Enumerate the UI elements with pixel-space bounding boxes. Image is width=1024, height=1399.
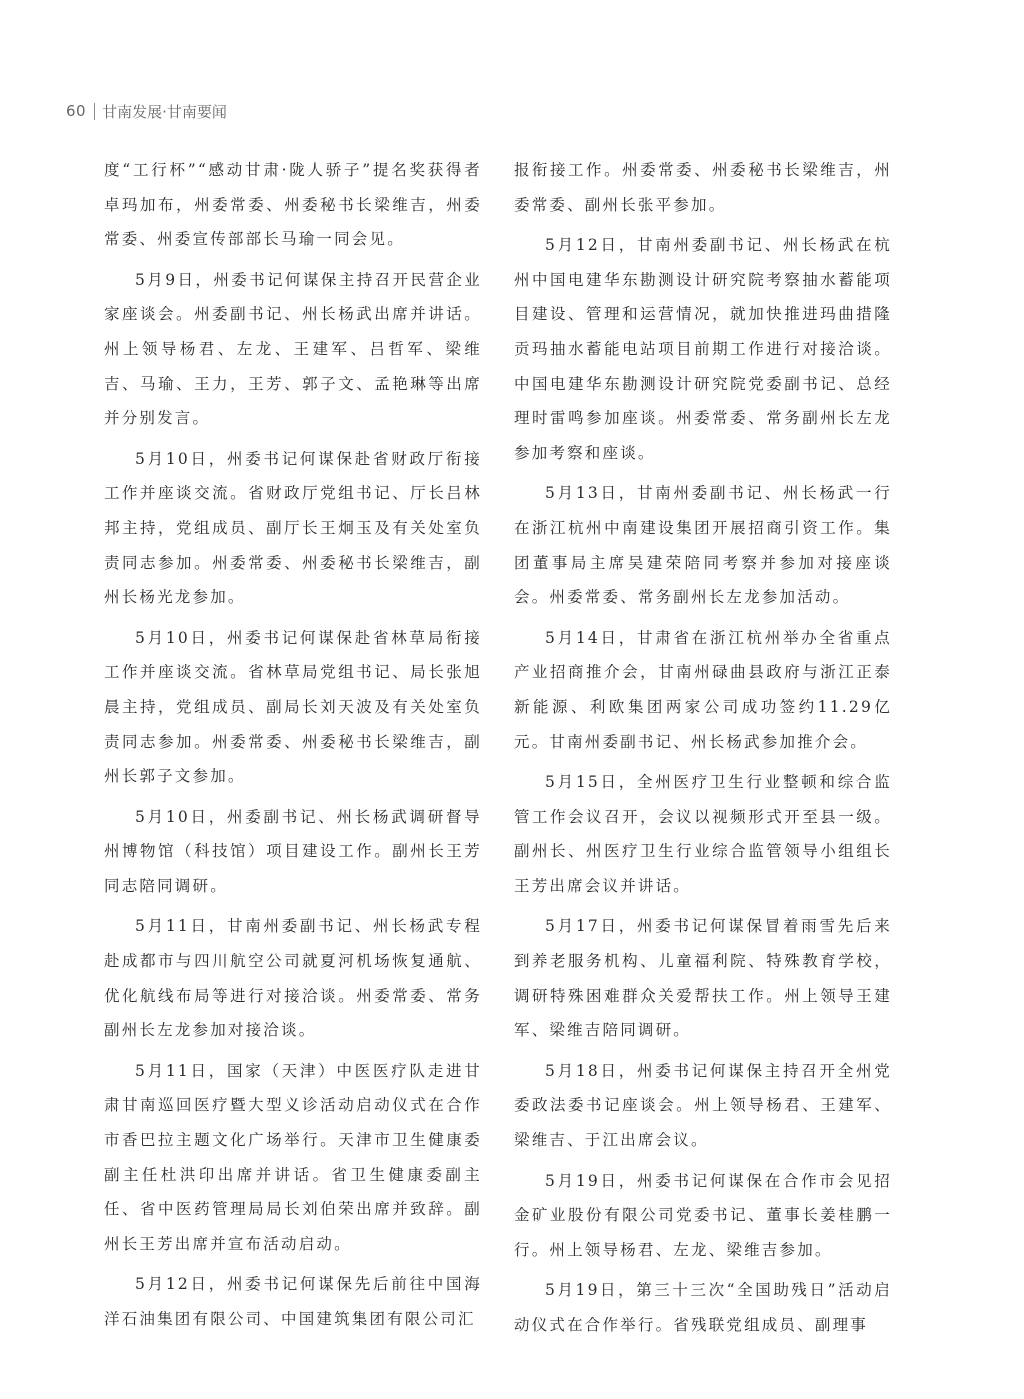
right-column — [514, 153, 892, 1349]
paragraph: 5月10日，州委副书记、州长杨武调研督导州博物馆（科技馆）项目建设工作。副州长王芳同志陪同调研。 — [104, 807, 482, 895]
paragraph: 5月17日，州委书记何谋保冒着雨雪先后来到养老服务机构、儿童福利院、特殊教育学校，调研特殊困难群众关爱帮扶工作。州上领导王建军、梁维吉陪同调研。 — [514, 917, 892, 1040]
paragraph: 5月11日，国家（天津）中医医疗队走进甘肃甘南巡回医疗暨大型义诊活动启动仪式在合作市香巴拉主题文化广场举行。天津市卫生健康委副主任杜洪印出席并讲话。省卫生健康委副主任、省中医药管理局局长刘伯荣出席并致辞。副州长王芳出席并宣布活动启动。 — [104, 1061, 482, 1253]
page-number: 60 — [66, 102, 87, 120]
paragraph: 报衔接工作。州委常委、州委秘书长梁维吉，州委常委、副州长张平参加。 — [514, 161, 892, 214]
paragraph: 5月14日，甘肃省在浙江杭州举办全省重点产业招商推介会，甘南州碌曲县政府与浙江正泰新能源、利欧集团两家公司成功签约11.29亿元。甘南州委副书记、州长杨武参加推介会。 — [514, 628, 892, 751]
paragraph: 度“工行杯”“感动甘肃·陇人骄子”提名奖获得者卓玛加布，州委常委、州委秘书长梁维吉，州委常委、州委宣传部部长马瑜一同会见。 — [104, 161, 482, 249]
paragraph: 5月19日，州委书记何谋保在合作市会见招金矿业股份有限公司党委书记、董事长姜桂鹏一行。州上领导杨君、左龙、梁维吉参加。 — [514, 1171, 892, 1259]
running-header — [66, 99, 227, 123]
paragraph: 5月19日，第三十三次“全国助残日”活动启动仪式在合作举行。省残联党组成员、副理事 — [514, 1281, 892, 1334]
paragraph: 5月12日，州委书记何谋保先后前往中国海洋石油集团有限公司、中国建筑集团有限公司汇 — [104, 1275, 482, 1328]
paragraph: 5月11日，甘南州委副书记、州长杨武专程赴成都市与四川航空公司就夏河机场恢复通航、优化航线布局等进行对接洽谈。州委常委、常务副州长左龙参加对接洽谈。 — [104, 917, 482, 1040]
paragraph: 5月18日，州委书记何谋保主持召开全州党委政法委书记座谈会。州上领导杨君、王建军、梁维吉、于江出席会议。 — [514, 1061, 892, 1150]
paragraph: 5月12日，甘南州委副书记、州长杨武在杭州中国电建华东勘测设计研究院考察抽水蓄能项目建设、管理和运营情况，就加快推进玛曲措隆贡玛抽水蓄能电站项目前期工作进行对接洽谈。中国电建华东勘测设计研究院党委副书记、总经理时雷鸣参加座谈。州委常委、常务副州长左龙参加考察和座谈。 — [514, 236, 892, 462]
paragraph: 5月9日，州委书记何谋保主持召开民营企业家座谈会。州委副书记、州长杨武出席并讲话。州上领导杨君、左龙、王建军、吕哲军、梁维吉、马瑜、王力，王芳、郭子文、孟艳琳等出席并分别发言。 — [104, 270, 482, 428]
left-column — [104, 153, 482, 1343]
header-divider — [94, 103, 95, 120]
paragraph: 5月13日，甘南州委副书记、州长杨武一行在浙江杭州中南建设集团开展招商引资工作。集团董事局主席吴建荣陪同考察并参加对接座谈会。州委常委、常务副州长左龙参加活动。 — [514, 484, 892, 607]
paragraph: 5月15日，全州医疗卫生行业整顿和综合监管工作会议召开，会议以视频形式开至县一级。副州长、州医疗卫生行业综合监管领导小组组长王芳出席会议并讲话。 — [514, 773, 892, 895]
section-title: 甘南发展·甘南要闻 — [102, 102, 227, 121]
paragraph: 5月10日，州委书记何谋保赴省林草局衔接工作并座谈交流。省林草局党组书记、局长张旭晨主持，党组成员、副局长刘天波及有关处室负责同志参加。州委常委、州委秘书长梁维吉，副州长郭子文参加。 — [104, 628, 482, 786]
paragraph: 5月10日，州委书记何谋保赴省财政厅衔接工作并座谈交流。省财政厅党组书记、厅长吕林邦主持，党组成员、副厅长王炯玉及有关处室负责同志参加。州委常委、州委秘书长梁维吉，副州长杨光龙参加。 — [104, 449, 482, 607]
